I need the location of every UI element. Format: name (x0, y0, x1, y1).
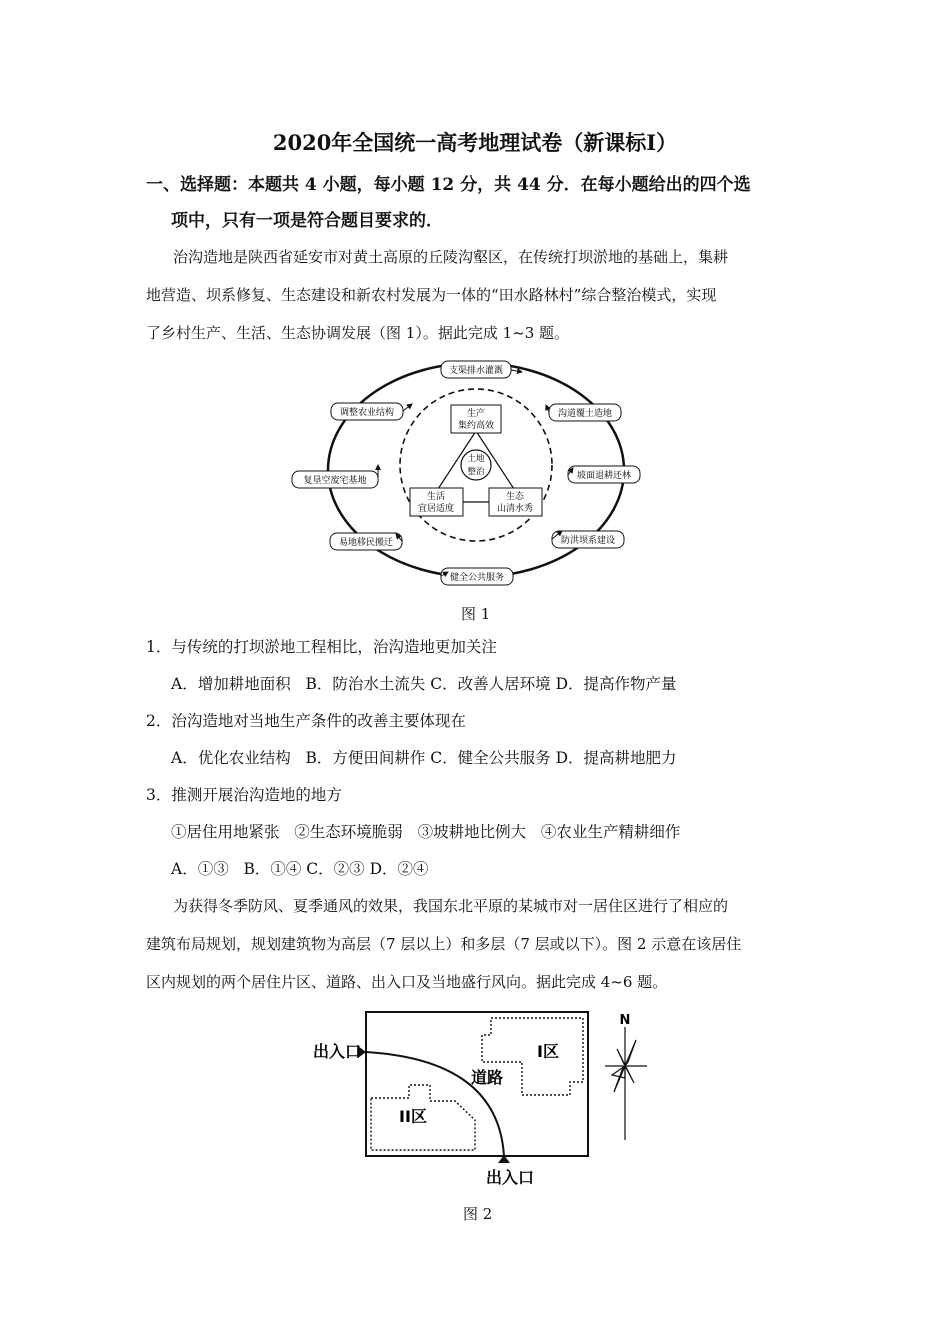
section-heading-line2: 项中，只有一项是符合题目要求的． (171, 211, 443, 231)
passage1-line2: 地营造、坝系修复、生态建设和新农村发展为一体的“田水路林村”综合整治模式，实现 (146, 286, 717, 304)
outer-label-8: 调整农业结构 (339, 408, 395, 418)
passage2-line3: 区内规划的两个居住片区、道路、出入口及当地盛行风向。据此完成 4~6 题。 (146, 973, 668, 991)
question2-stem: 2．治沟造地对当地生产条件的改善主要体现在 (146, 712, 466, 730)
right-box-line1: 生态 (505, 492, 525, 502)
figure1-caption: 图 1 (461, 605, 491, 623)
outer-label-2: 沟道覆土造地 (557, 409, 613, 419)
road-label: 道路 (470, 1068, 504, 1087)
right-box-line2: 山清水秀 (496, 504, 534, 514)
zone2-label: II区 (399, 1107, 427, 1126)
left-box-line1: 生活 (426, 492, 446, 502)
top-box-line2: 集约高效 (457, 421, 495, 431)
outer-label-6: 易地移民搬迁 (338, 538, 394, 548)
outer-label-1: 支渠排水灌溉 (448, 366, 504, 376)
question3-items: ①居住用地紧张 ②生态环境脆弱 ③坡耕地比例大 ④农业生产精耕细作 (171, 823, 681, 841)
question2-options: A．优化农业结构 B．方便田间耕作 C．健全公共服务 D．提高耕地肥力 (171, 749, 677, 767)
left-box-line2: 宜居适度 (417, 504, 455, 514)
figure1-diagram (280, 355, 660, 595)
passage1-line1: 治沟造地是陕西省延安市对黄土高原的丘陵沟壑区，在传统打坝淤地的基础上，集耕 (173, 248, 729, 266)
figure2-caption: 图 2 (463, 1205, 493, 1223)
north-label: N (619, 1013, 631, 1028)
entrance-left-label: 出入口 (312, 1042, 361, 1061)
outer-label-4: 防洪坝系建设 (560, 536, 616, 546)
zone1-label: I区 (537, 1042, 559, 1061)
outer-label-5: 健全公共服务 (449, 573, 505, 583)
center-label-1: 土地 (467, 454, 485, 464)
center-label-2: 整治 (467, 467, 485, 477)
outer-label-3: 坡面退耕还林 (576, 471, 632, 481)
outer-label-7: 复垦空废宅基地 (303, 476, 367, 486)
question3-options: A．①③ B．①④ C．②③ D．②④ (171, 860, 429, 878)
top-box-line1: 生产 (466, 409, 486, 419)
figure2-map (295, 1005, 655, 1195)
passage1-line3: 了乡村生产、生活、生态协调发展（图 1）。据此完成 1~3 题。 (146, 324, 570, 342)
question1-options: A．增加耕地面积 B．防治水土流失 C．改善人居环境 D．提高作物产量 (171, 675, 677, 693)
entrance-bottom-label: 出入口 (485, 1168, 535, 1187)
passage2-line2: 建筑布局规划，规划建筑物为高层（7 层以上）和多层（7 层或以下）。图 2 示意在该居住 (146, 935, 742, 953)
question1-stem: 1．与传统的打坝淤地工程相比，治沟造地更加关注 (146, 638, 497, 656)
passage2-line1: 为获得冬季防风、夏季通风的效果，我国东北平原的某城市对一居住区进行了相应的 (173, 897, 729, 915)
section-heading-line1: 一、选择题：本题共 4 小题，每小题 12 分，共 44 分．在每小题给出的四个选 (146, 175, 751, 195)
question3-stem: 3．推测开展治沟造地的地方 (146, 786, 342, 804)
page-title: 2020年全国统一高考地理试卷（新课标I） (272, 130, 678, 155)
